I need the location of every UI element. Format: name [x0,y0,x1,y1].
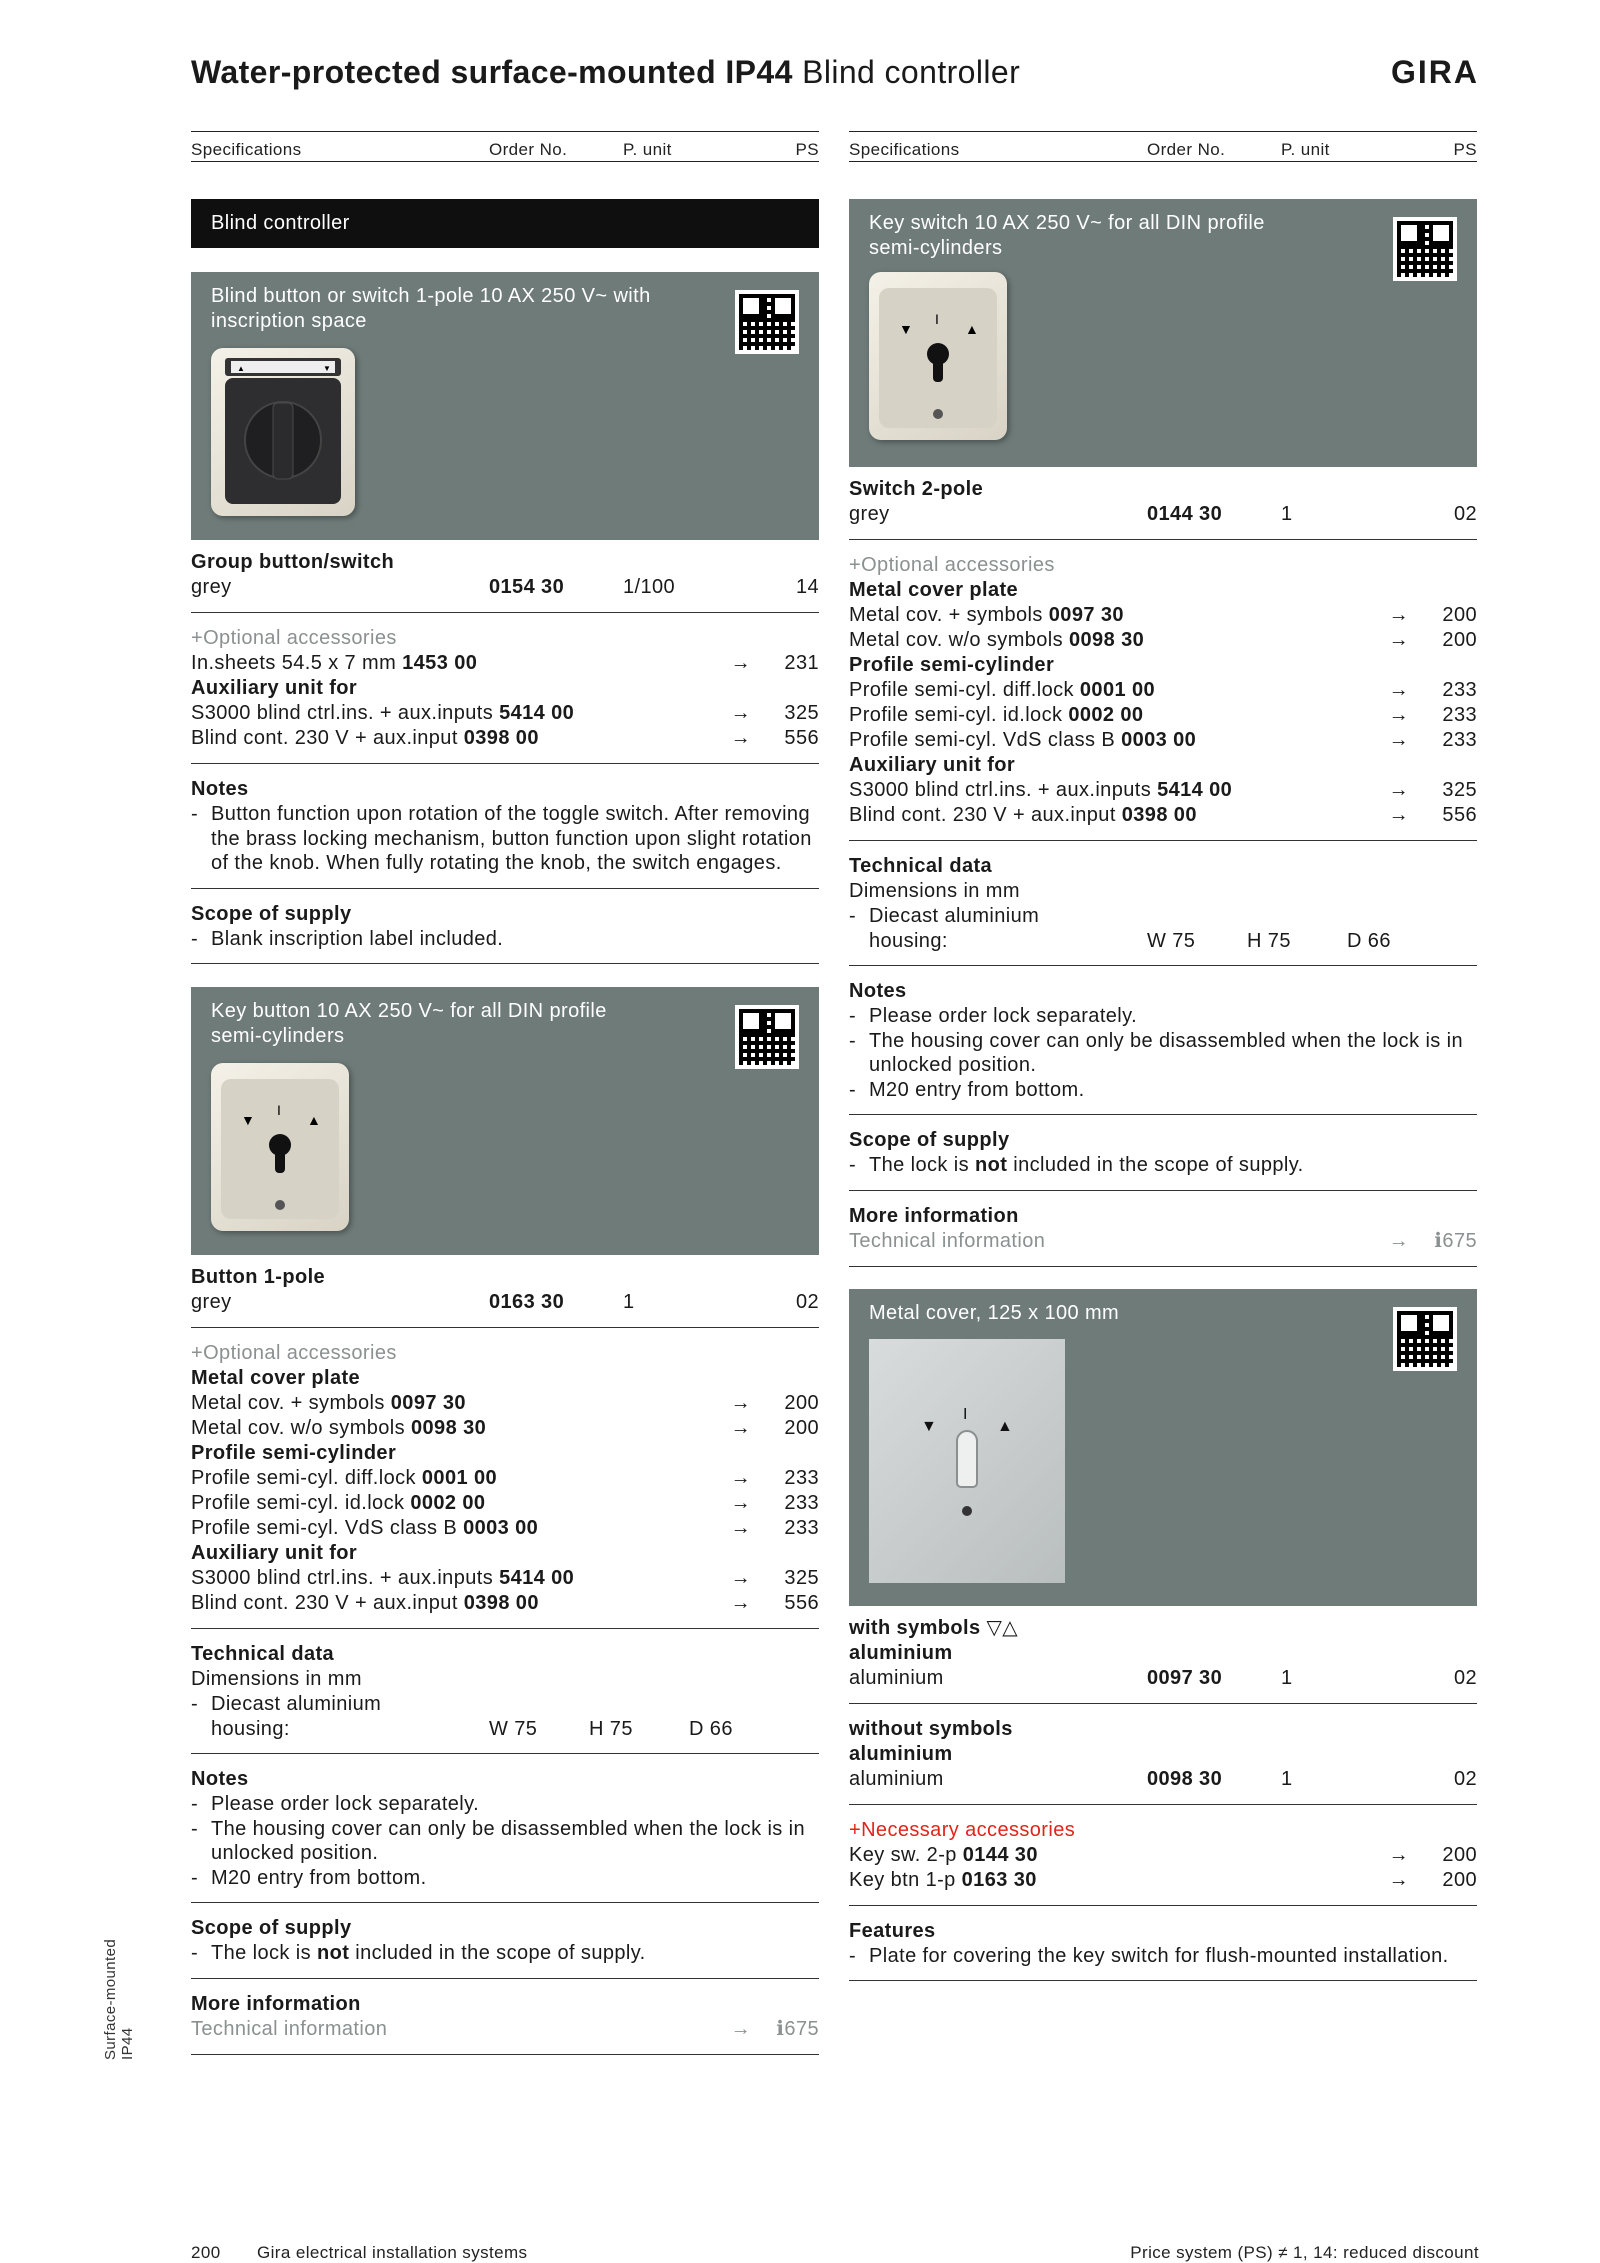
arrow-right-icon: → [730,1592,751,1614]
optional-accessories: +Optional accessories Metal cover plate Metal cov. + symbols 0097 30 → 200 Metal cov. w/o symbols 0098 30 → 200 Profile semi-cylinder Profile semi-cyl. diff.lock 0001 00 → 233 Profile semi-cyl. id.lock 0002 00 → 233 Profile semi-cyl. VdS class B 0003 00 → 233 Auxiliary unit for S3000 blind ctrl.ins. + aux.inputs 5414 00 → 325 Blind cont. 230 V + aux.input 0398 00 → 556 [849,540,1477,841]
svg-text:▼: ▼ [921,1417,938,1435]
section-title: Blind controller [191,199,819,248]
arrow-right-icon: → [1388,779,1409,801]
plus-icon: + [849,554,862,576]
technical-data: Technical data Dimensions in mm - Diecast aluminium housing: W 75 H 75 D 66 [191,1629,819,1754]
spec-header: Specifications Order No. P. unit PS [849,131,1477,161]
table-row: grey 0144 30 1 02 [849,503,1477,525]
accessory-item[interactable]: In.sheets 54.5 x 7 mm 1453 00 → 231 [191,652,819,674]
arrow-right-icon: → [730,702,751,724]
product-panel [191,272,819,540]
notes-block: Notes - Button function upon rotation of the toggle switch. After removing the brass locking mechanism, button function upon slight rotation of the knob. When fully rotating the knob, the switch engages. [191,764,819,889]
arrow-right-icon: → [1388,629,1409,651]
scope-block: Scope of supply - The lock is not included in the scope of supply. [849,1115,1477,1191]
accessory-item[interactable]: Blind cont. 230 V + aux.input 0398 00 → 556 [191,1592,819,1614]
info-icon: ℹ [1434,1229,1443,1252]
accessory-subheading: Auxiliary unit for [191,1542,358,1564]
table-row: aluminium 0097 30 1 02 [849,1666,1477,1689]
technical-data: Technical data Dimensions in mm - Diecast aluminium housing: W 75 H 75 D 66 [849,841,1477,966]
svg-text:▼: ▼ [899,321,914,337]
accessory-item[interactable]: Profile semi-cyl. VdS class B 0003 00 → 233 [191,1517,819,1539]
qr-code-icon[interactable] [735,290,799,354]
svg-text:▲: ▲ [307,1112,322,1128]
accessory-subheading: Profile semi-cylinder [191,1442,397,1464]
more-info: More information Technical information → ℹ675 [191,1979,819,2055]
arrow-right-icon: → [730,652,751,674]
arrow-right-icon: → [1388,1229,1409,1252]
accessory-subheading: Metal cover plate [191,1367,361,1389]
accessory-subheading: Profile semi-cylinder [849,654,1055,676]
arrow-right-icon: → [1388,679,1409,701]
variant-block: Group button/switch grey 0154 30 1/100 14 [191,540,819,613]
product-title: Key switch 10 AX 250 V~ for all DIN profile semi-cylinders [869,212,1265,259]
plus-icon: + [191,627,204,649]
accessory-subheading: Auxiliary unit for [191,677,358,699]
arrow-right-icon: → [1388,729,1409,751]
accessory-item[interactable]: Metal cov. w/o symbols 0098 30 → 200 [191,1417,819,1439]
technical-info-link[interactable]: Technical information → ℹ675 [849,1229,1477,1252]
accessory-item[interactable]: S3000 blind ctrl.ins. + aux.inputs 5414 00 → 325 [191,1567,819,1589]
arrow-right-icon: → [1388,604,1409,626]
accessory-item[interactable]: Profile semi-cyl. diff.lock 0001 00 → 233 [849,679,1477,701]
product-panel [849,1289,1477,1606]
svg-text:▲: ▲ [237,364,246,373]
svg-text:▼: ▼ [323,364,332,373]
price-note: Price system (PS) ≠ 1, 14: reduced discount [1130,2243,1479,2262]
accessory-item[interactable]: Metal cov. w/o symbols 0098 30 → 200 [849,629,1477,651]
accessory-item[interactable]: Blind cont. 230 V + aux.input 0398 00 → 556 [191,727,819,749]
arrow-right-icon: → [730,1467,751,1489]
arrow-right-icon: → [730,1492,751,1514]
side-label: Surface-mounted IP44 [102,1938,136,2060]
scope-block: Scope of supply - Blank inscription label included. [191,889,819,965]
svg-text:▼: ▼ [241,1112,256,1128]
qr-code-icon[interactable] [1393,217,1457,281]
product-image [211,1063,349,1231]
product-image [869,272,1007,440]
accessory-subheading: Auxiliary unit for [849,754,1016,776]
arrow-right-icon: → [1388,1843,1409,1866]
plus-icon: + [191,1342,204,1364]
necessary-accessories: +Necessary accessories Key sw. 2-p 0144 30 → 200 Key btn 1-p 0163 30 → 200 [849,1805,1477,1906]
accessory-item[interactable]: Profile semi-cyl. id.lock 0002 00 → 233 [191,1492,819,1514]
accessory-subheading: Metal cover plate [849,579,1019,601]
qr-code-icon[interactable] [735,1005,799,1069]
notes-block: Notes - Please order lock separately. - The housing cover can only be disassembled when the lock is in unlocked position. - M20 entry from bottom. [191,1754,819,1903]
notes-block: Notes - Please order lock separately. - The housing cover can only be disassembled when the lock is in unlocked position. - M20 entry from bottom. [849,966,1477,1115]
accessory-item[interactable]: Metal cov. + symbols 0097 30 → 200 [849,604,1477,626]
product-image [211,348,355,516]
table-row: grey 0163 30 1 02 [191,1291,819,1313]
arrow-right-icon: → [730,1567,751,1589]
spec-header: Specifications Order No. P. unit PS [191,131,819,161]
accessory-item[interactable]: Key btn 1-p 0163 30 → 200 [849,1868,1477,1891]
accessory-item[interactable]: Key sw. 2-p 0144 30 → 200 [849,1843,1477,1866]
publication-name: Gira electrical installation systems [257,2243,528,2262]
technical-info-link[interactable]: Technical information → ℹ675 [191,2017,819,2040]
accessory-item[interactable]: Profile semi-cyl. VdS class B 0003 00 → 233 [849,729,1477,751]
page-number: 200 [191,2243,221,2262]
accessory-item[interactable]: Blind cont. 230 V + aux.input 0398 00 → 556 [849,804,1477,826]
table-row: aluminium 0098 30 1 02 [849,1767,1477,1790]
optional-accessories: +Optional accessories Metal cover plate Metal cov. + symbols 0097 30 → 200 Metal cov. w/o symbols 0098 30 → 200 Profile semi-cylinder Profile semi-cyl. diff.lock 0001 00 → 233 Profile semi-cyl. id.lock 0002 00 → 233 Profile semi-cyl. VdS class B 0003 00 → 233 Auxiliary unit for S3000 blind ctrl.ins. + aux.inputs 5414 00 → 325 Blind cont. 230 V + aux.input 0398 00 → 556 [191,1328,819,1629]
accessory-item[interactable]: Metal cov. + symbols 0097 30 → 200 [191,1392,819,1414]
svg-text:I: I [277,1102,282,1118]
info-icon: ℹ [776,2017,785,2040]
arrow-right-icon: → [730,2017,751,2040]
svg-text:▲: ▲ [965,321,980,337]
accessory-item[interactable]: S3000 blind ctrl.ins. + aux.inputs 5414 00 → 325 [849,779,1477,801]
product-title: Blind button or switch 1-pole 10 AX 250 V~ with inscription space [211,285,651,332]
brand-logo: GIRA [1391,54,1479,90]
accessory-item[interactable]: S3000 blind ctrl.ins. + aux.inputs 5414 00 → 325 [191,702,819,724]
product-panel [849,199,1477,467]
qr-code-icon[interactable] [1393,1307,1457,1371]
scope-block: Scope of supply - The lock is not included in the scope of supply. [191,1903,819,1979]
left-column [191,131,819,2055]
product-title: Metal cover, 125 x 100 mm [869,1301,1120,1324]
arrow-right-icon: → [730,1392,751,1414]
plus-icon: + [849,1818,862,1841]
arrow-right-icon: → [1388,804,1409,826]
accessory-item[interactable]: Profile semi-cyl. id.lock 0002 00 → 233 [849,704,1477,726]
arrow-right-icon: → [730,1417,751,1439]
variant-block: without symbols aluminium aluminium 0098 30 1 02 [849,1704,1477,1805]
page-title: Water-protected surface-mounted IP44 Blind controller [191,54,1021,90]
arrow-right-icon: → [730,1517,751,1539]
svg-text:I: I [963,1405,968,1423]
features-block: Features - Plate for covering the key switch for flush-mounted installation. [849,1906,1477,1982]
arrow-right-icon: → [1388,1868,1409,1891]
variant-block: Switch 2-pole grey 0144 30 1 02 [849,467,1477,540]
accessory-item[interactable]: Profile semi-cyl. diff.lock 0001 00 → 233 [191,1467,819,1489]
right-column [849,131,1477,1981]
more-info: More information Technical information → ℹ675 [849,1191,1477,1267]
svg-text:I: I [935,311,940,327]
product-image [869,1339,1065,1583]
table-row: grey 0154 30 1/100 14 [191,576,819,598]
optional-accessories: +Optional accessories In.sheets 54.5 x 7 mm 1453 00 → 231 Auxiliary unit for S3000 blind ctrl.ins. + aux.inputs 5414 00 → 325 Blind cont. 230 V + aux.input 0398 00 → 556 [191,613,819,764]
product-panel [191,987,819,1255]
product-title: Key button 10 AX 250 V~ for all DIN profile semi-cylinders [211,1000,607,1047]
variant-block: with symbols ▽△ aluminium aluminium 0097 30 1 02 [849,1606,1477,1704]
svg-text:▲: ▲ [997,1417,1014,1435]
variant-block: Button 1-pole grey 0163 30 1 02 [191,1255,819,1328]
arrow-right-icon: → [1388,704,1409,726]
arrow-right-icon: → [730,727,751,749]
